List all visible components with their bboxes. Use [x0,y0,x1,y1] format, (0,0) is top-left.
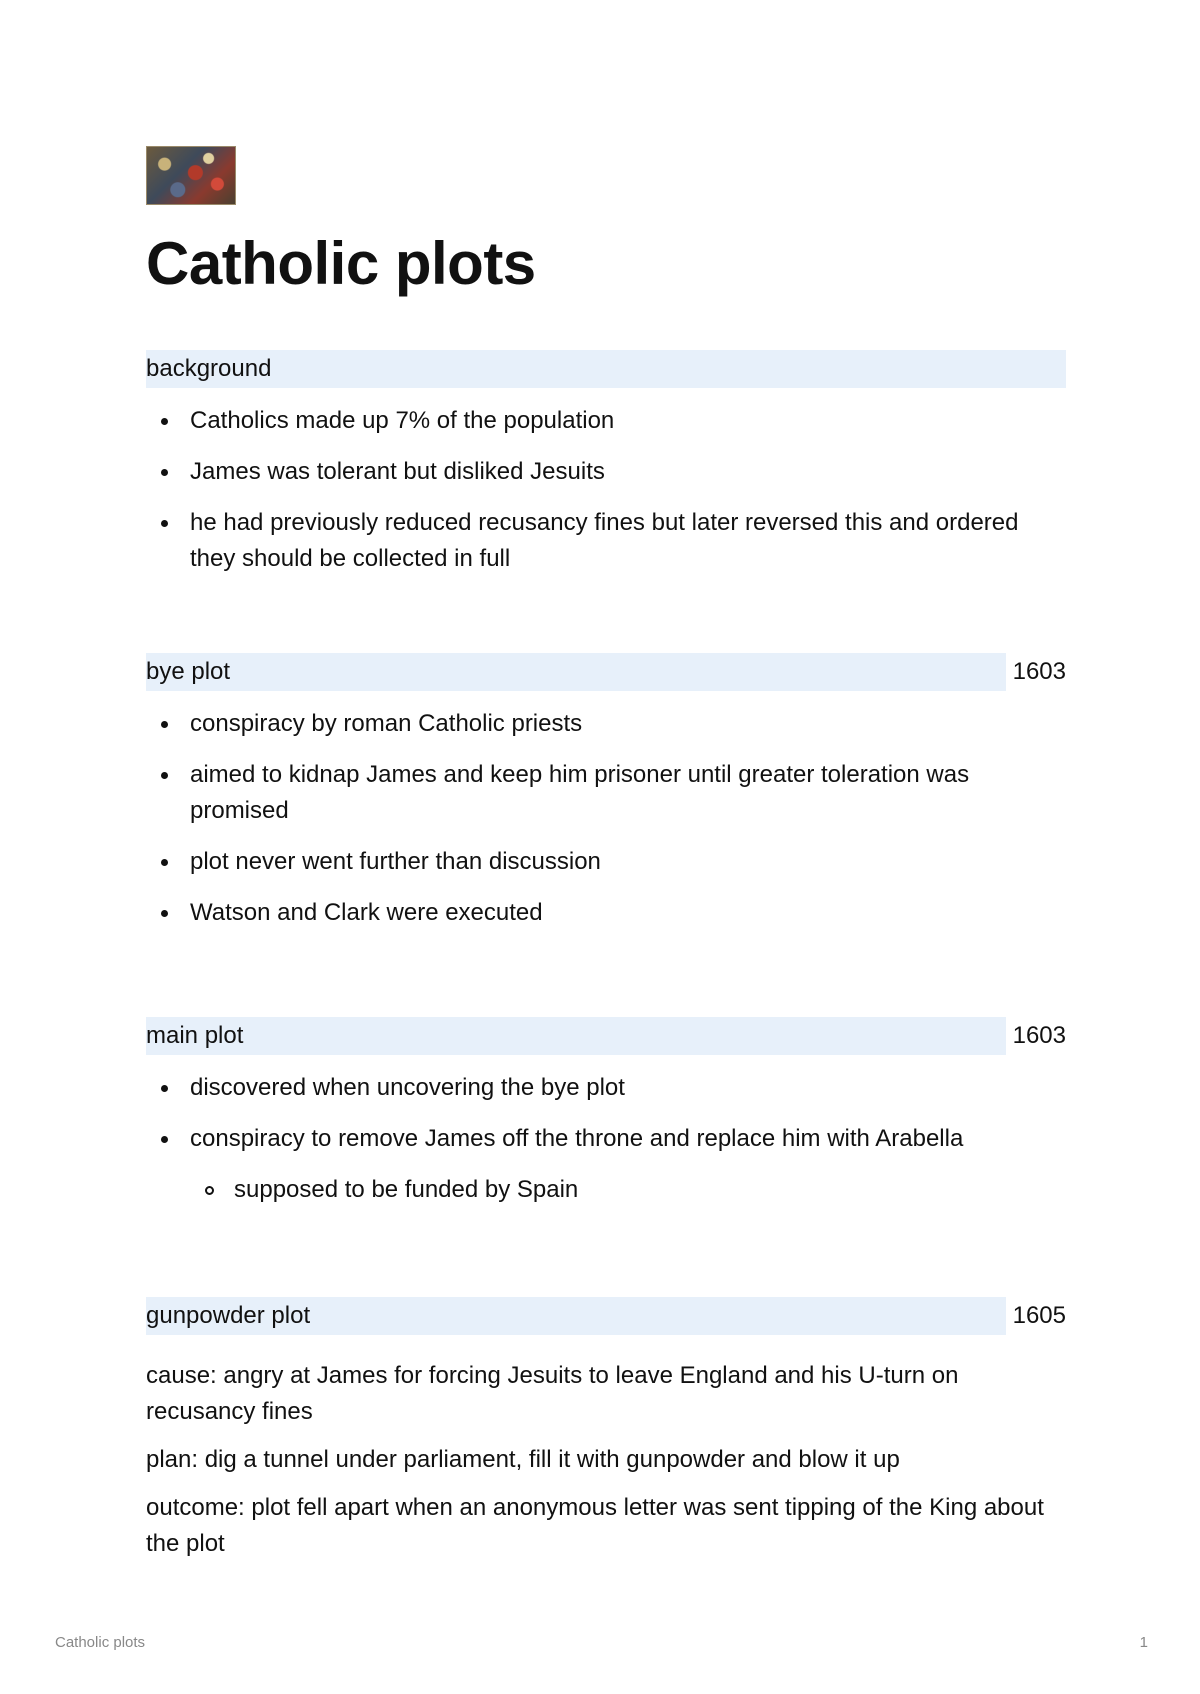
painting-thumbnail-icon [146,146,236,205]
paragraph-cause: cause: angry at James for forcing Jesuits to leave England and his U-turn on recusancy fines [146,1362,959,1425]
section-title: bye plot [146,658,231,685]
list-item: plot never went further than discussion [146,844,1070,880]
section-header-highlight [146,653,1006,691]
bullet-list [146,706,1066,931]
sub-list-item: supposed to be funded by Spain [146,1172,1064,1208]
list-item: Watson and Clark were executed [146,895,1070,931]
list-item: James was tolerant but disliked Jesuits [146,454,1070,490]
section-background [146,350,1066,577]
section-year: 1603 [1012,658,1066,685]
section-header-highlight [146,1017,1006,1055]
section-header-highlight [146,350,1066,388]
section-header [146,1017,1066,1055]
section-year: 1603 [1012,1022,1066,1049]
list-item: he had previously reduced recusancy fines but later reversed this and ordered they should be collected in full [146,505,1070,577]
list-item: discovered when uncovering the bye plot [146,1070,1070,1106]
page-number: 1 [1139,1634,1148,1651]
footer-title: Catholic plots [55,1634,146,1651]
section-title: background [146,355,272,382]
list-item: aimed to kidnap James and keep him prisoner until greater toleration was promised [146,757,1070,829]
section-bye-plot [146,653,1066,931]
section-header [146,653,1066,691]
section-title: main plot [146,1022,244,1049]
section-main-plot [146,1017,1066,1208]
list-item: conspiracy to remove James off the throne and replace him with Arabella [146,1121,1070,1157]
page-title: Catholic plots [146,230,536,297]
section-gunpowder-plot [146,1297,1066,1562]
section-header [146,350,1066,388]
section-header [146,1297,1066,1335]
bullet-list [146,1070,1066,1208]
section-year: 1605 [1012,1302,1066,1329]
bullet-list [146,403,1066,577]
paragraph-outcome: outcome: plot fell apart when an anonymous letter was sent tipping of the King about the plot [146,1494,1044,1557]
paragraph-plan: plan: dig a tunnel under parliament, fill it with gunpowder and blow it up [146,1446,900,1473]
list-item: Catholics made up 7% of the population [146,403,1070,439]
list-item: conspiracy by roman Catholic priests [146,706,1070,742]
section-title: gunpowder plot [146,1302,311,1329]
